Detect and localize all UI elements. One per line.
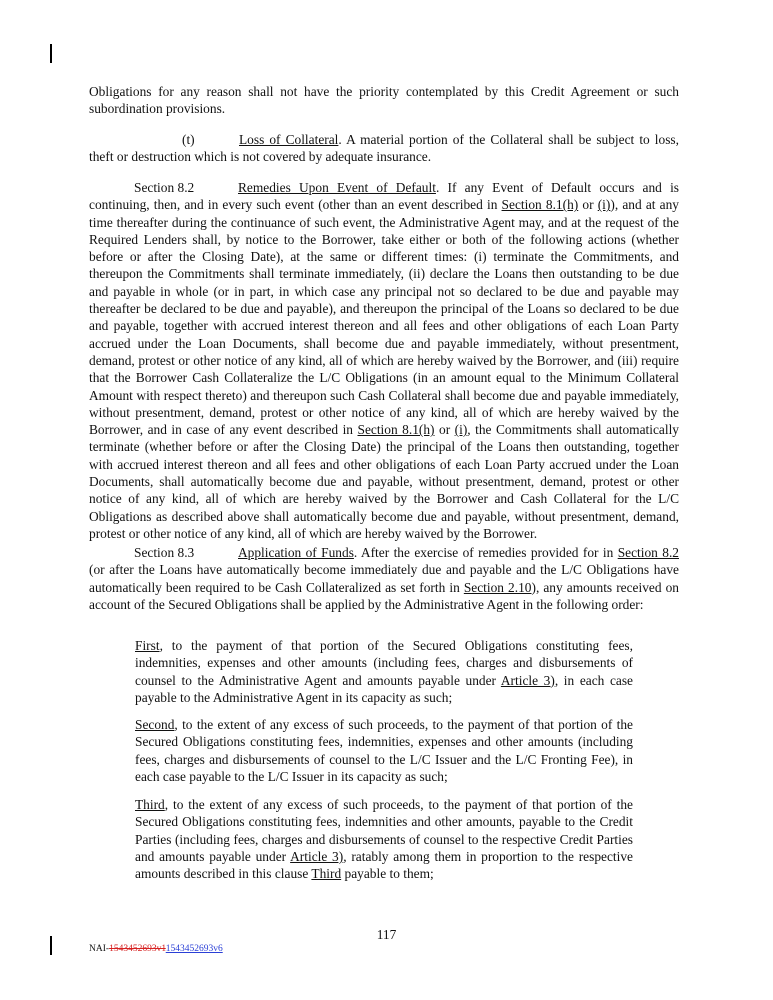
clause-label: (t): [182, 132, 195, 147]
cross-reference: Third: [311, 866, 342, 882]
section-label: Section 8.2: [134, 180, 195, 195]
document-id-footer: [89, 941, 223, 958]
cross-reference: (i): [454, 422, 468, 438]
change-bar: [50, 44, 52, 63]
cross-reference: Article 3): [290, 848, 344, 864]
clause-text: . A material portion of the Collateral shall be subject to loss, theft or destruction which is not covered by adequate insurance.: [89, 132, 679, 165]
cross-reference: (i): [597, 197, 611, 213]
section-heading: Application of Funds: [238, 545, 354, 560]
priority-second: Second, to the extent of any excess of such proceeds, to the payment of that portion of the Secured Obligations constituting fees, indemnities, expenses and other amounts (including fees, charges and disbursements of counsel to the L/C Issuer and the L/C Fronting Fee), in each case payable to the L/C Issuer in its capacity as such;: [135, 717, 633, 784]
priority-third: Third, to the extent of any excess of such proceeds, to the payment of that portion of the Secured Obligations constituting fees, indemnities and other amounts, payable to the Credit Parties (including fees, charges and disbursements of counsel to the respective Credit Parties and amounts payable under Article 3), ratably among them in proportion to the respective amounts described in this clause Third payable to them;: [135, 797, 633, 882]
priority-lead: Third: [135, 797, 165, 812]
section-8-2: Section 8.2 Remedies Upon Event of Default. If any Event of Default occurs and is continuing, then, and in every such event (other than an event described in Section 8.1(h) or (i)), and at any time thereafter during the continuance of such event, the Administrative Agent may, and at the request of the Required Lenders shall, by notice to the Borrower, take either or both of the following actions (whether before or after the Closing Date), at the same or different times: (i) terminate the Commitments, and thereupon the Commitments shall terminate immediately, (ii) declare the Loans then outstanding to be due and payable in whole (or in part, in which case any principal not so declared to be due and payable may thereafter be declared to be due and payable), and thereupon the principal of the Loans so declared to be due and payable, together with accrued interest thereon and all fees and other obligations of each Loan Party accrued under the Loan Documents, shall become due and payable immediately, without presentment, demand, protest or other notice of any kind, all of which are hereby waived by the Borrower, and (iii) require that the Borrower Cash Collateralize the L/C Obligations (in an amount equal to the Minimum Collateral Amount with respect thereto) and thereupon such Cash Collateral shall become due and payable immediately, without presentment, demand, protest or other notice of any kind, all of which are hereby waived by the Borrower, and in case of any event described in Section 8.1(h) or (i), the Commitments shall automatically terminate (whether before or after the Closing Date) the principal of the Loans then outstanding, together with accrued interest thereon and all fees and other obligations of each Loan Party accrued under the Loan Documents, shall automatically become due and payable, without presentment, demand, protest or other notice of any kind, all of which are hereby waived by the Borrower and Cash Collateral for the L/C Obligations as described above shall automatically become due and payable, without presentment, demand, protest or other notice of any kind, all of which are hereby waived by the Borrower.: [89, 180, 679, 541]
clause-t: [89, 131, 679, 166]
cross-reference: Section 2.10: [463, 579, 532, 595]
priority-lead: Second: [135, 717, 175, 732]
deleted-doc-id: 1543452693v1: [109, 944, 166, 954]
paragraph-s-continuation: [89, 83, 679, 118]
footer-prefix: NAI-: [89, 944, 110, 954]
priority-lead: First: [135, 638, 160, 653]
priority-first: First, to the payment of that portion of the Secured Obligations constituting fees, indemnities, expenses and other amounts (including fees, charges and disbursements of counsel to the Administrative Agent and amounts payable under Article 3), in each case payable to the Administrative Agent in its capacity as such;: [135, 638, 633, 705]
cross-reference: Section 8.2: [617, 545, 679, 560]
paragraph-text: Obligations for any reason shall not have the priority contemplated by this Credit Agreement or such subordination provisions.: [89, 84, 679, 117]
clause-heading: Loss of Collateral: [239, 132, 339, 147]
cross-reference: Section 8.1(h): [357, 422, 435, 438]
section-heading: Remedies Upon Event of Default: [238, 180, 436, 195]
section-8-3: Section 8.3 Application of Funds. After the exercise of remedies provided for in Section 8.2 (or after the Loans have automatically become immediately due and payable and the L/C Obligations have automatically been required to be Cash Collateralized as set forth in Section 2.10), any amounts received on account of the Secured Obligations shall be applied by the Administrative Agent in the following order:: [89, 545, 679, 612]
inserted-doc-id: 1543452693v6: [165, 944, 223, 954]
cross-reference: Section 8.1(h): [501, 197, 579, 213]
change-bar: [50, 936, 52, 955]
page-number: 117: [376, 927, 397, 942]
section-label: Section 8.3: [134, 545, 195, 560]
cross-reference: Article 3): [500, 672, 555, 688]
